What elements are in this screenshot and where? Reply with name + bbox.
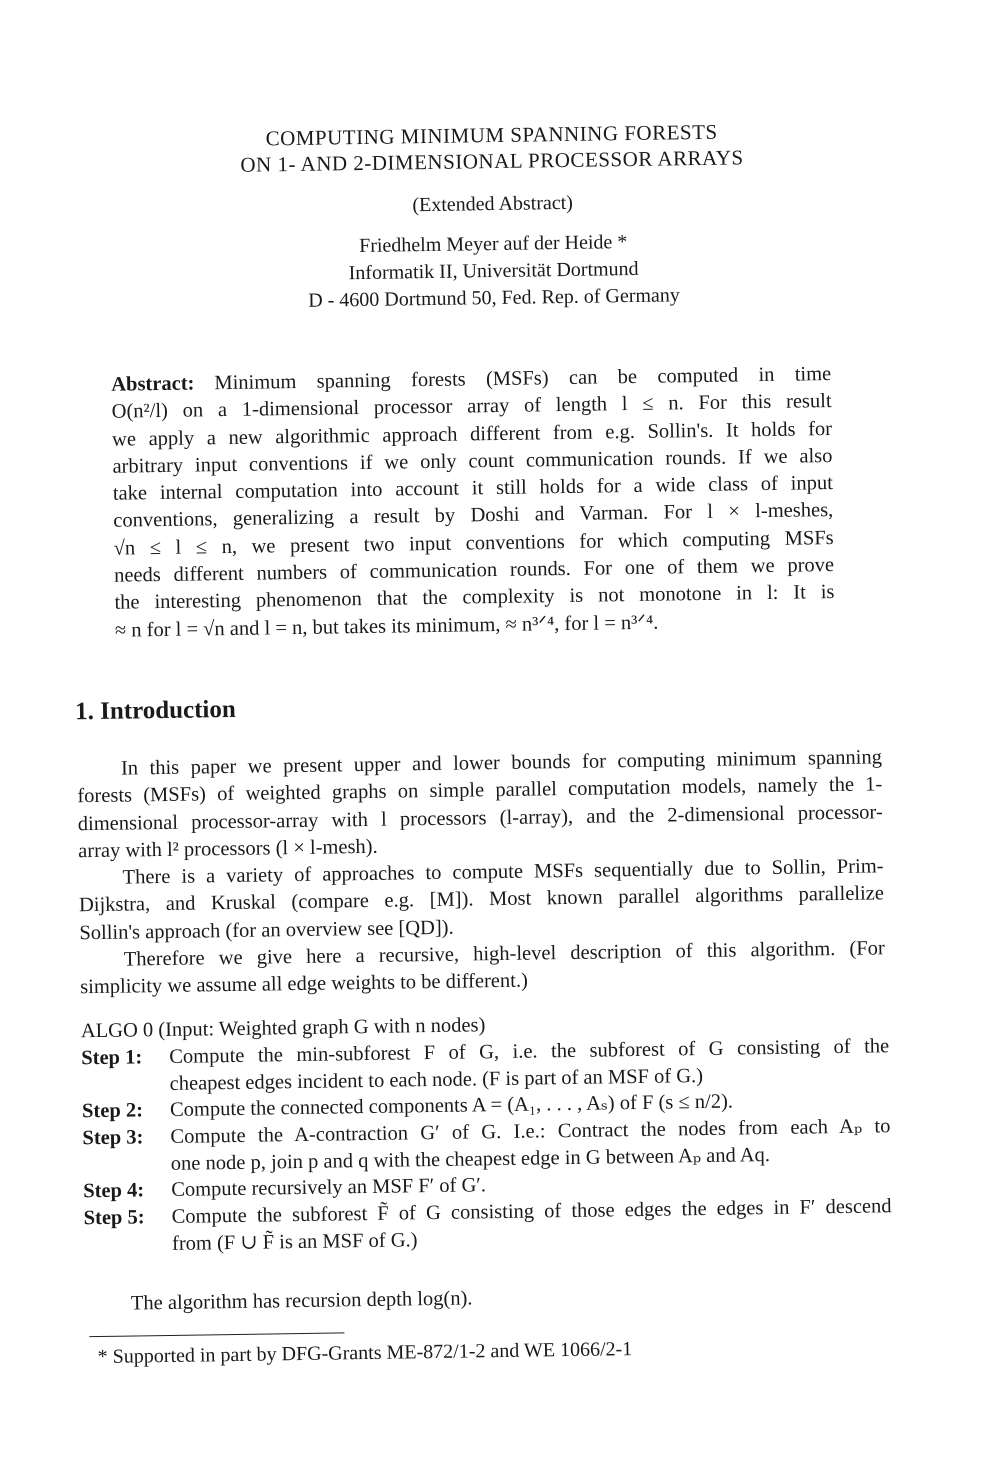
intro-line: There is a variety of approaches to compute MSFs sequentially due to Sollin, Prim- [122, 855, 884, 889]
step-line: one node p, join p and q with the cheapest edge in G between Aₚ and Aq. [170, 1143, 771, 1175]
author-name: Friedhelm Meyer auf der Heide * [358, 231, 628, 258]
step-line: Compute the A-contraction G′ of G. I.e.: Contract the nodes from each Aₚ to [170, 1115, 891, 1148]
abstract-line: take internal computation into account it still holds for a wide class of input [112, 472, 833, 505]
intro-line: Sollin's approach (for an overview see [QD]). [79, 916, 454, 945]
abstract-line: Minimum spanning forests (MSFs) can be computed in time [214, 363, 832, 395]
author-affiliation: Informatik II, Universität Dortmund [348, 257, 639, 285]
intro-line: Dijkstra, and Kruskal (compare e.g. [M]). Most known parallel algorithms parallelize [78, 882, 885, 917]
intro-line: dimensional processor-array with l processors (l-array), and the 2-dimensional processor- [77, 800, 883, 835]
closing-sentence: The algorithm has recursion depth log(n). [130, 1287, 473, 1315]
step-label: Step 3: [82, 1126, 144, 1150]
paper-title [0, 115, 992, 182]
subtitle: (Extended Abstract) [412, 191, 574, 217]
step-label: Step 5: [83, 1206, 145, 1230]
intro-line: In this paper we present upper and lower bounds for computing minimum spanning [120, 746, 883, 780]
intro-line: array with l² processors (l × l-mesh). [78, 835, 378, 863]
abstract-line: conventions, generalizing a result by Doshi and Varman. For l × l-meshes, [113, 499, 834, 533]
abstract-line: needs different numbers of communication rounds. For one of them we prove [113, 554, 835, 587]
abstract-line: √n ≤ l ≤ n, we present two input conventions for which computing MSFs [113, 526, 834, 560]
algo-step [83, 1193, 892, 1258]
step-line: Compute the connected components A = (A₁, . . . , Aₛ) of F (s ≤ n/2). [169, 1090, 734, 1121]
intro-line: Therefore we give here a recursive, high-level description of this algorithm. (For [123, 937, 885, 971]
step-label: Step 4: [83, 1179, 145, 1203]
intro-line: forests (MSFs) of weighted graphs on simple parallel computation models, namely the 1- [77, 773, 883, 808]
abstract-line: ≈ n for l = √n and l = n, but takes its minimum, ≈ n³ᐟ⁴, for l = n³ᐟ⁴. [114, 611, 659, 642]
abstract-line: we apply a new algorithmic approach different from e.g. Sollin's. It holds for [111, 417, 833, 451]
intro-text [77, 744, 886, 1002]
abstract-line: the interesting phenomenon that the complexity is not monotone in l: It is [114, 581, 835, 615]
section-heading: 1. Introduction [74, 695, 236, 726]
algorithm [81, 1006, 892, 1258]
algo-input: (Input: Weighted graph G with n nodes) [153, 1014, 486, 1042]
intro-line: simplicity we assume all edge weights to be different.) [80, 969, 529, 999]
step-label: Step 1: [81, 1046, 143, 1070]
algo-title: ALGO 0 [80, 1019, 154, 1043]
abstract-label: Abstract: [111, 372, 195, 396]
abstract-line: O(n²/l) on a 1-dimensional processor array of length l ≤ n. For this result [111, 390, 832, 424]
footnote-rule [89, 1332, 344, 1337]
step-label: Step 2: [81, 1099, 144, 1123]
author-address: D - 4600 Dortmund 50, Fed. Rep. of Germany [308, 284, 680, 312]
abstract-line: arbitrary input conventions if we only count communication rounds. If we also [112, 444, 833, 478]
step-line: Compute the subforest F̃ of G consisting of those edges the edges in F′ descend [171, 1195, 892, 1228]
footnote: * Supported in part by DFG-Grants ME-872/1-2 and WE 1066/2-1 [97, 1338, 633, 1369]
title-line: COMPUTING MINIMUM SPANNING FORESTS [265, 119, 718, 151]
step-line: Compute recursively an MSF F′ of G′. [171, 1174, 487, 1201]
step-line: from (F ∪ F̃ is an MSF of G.) [171, 1228, 418, 1255]
step-line: Compute the min-subforest F of G, i.e. the subforest of G consisting of the [169, 1035, 890, 1068]
abstract [111, 361, 835, 645]
title-line: ON 1- AND 2-DIMENSIONAL PROCESSOR ARRAYS [240, 145, 744, 177]
author-block [0, 224, 994, 320]
step-line: cheapest edges incident to each node. (F is part of an MSF of G.) [169, 1064, 704, 1095]
